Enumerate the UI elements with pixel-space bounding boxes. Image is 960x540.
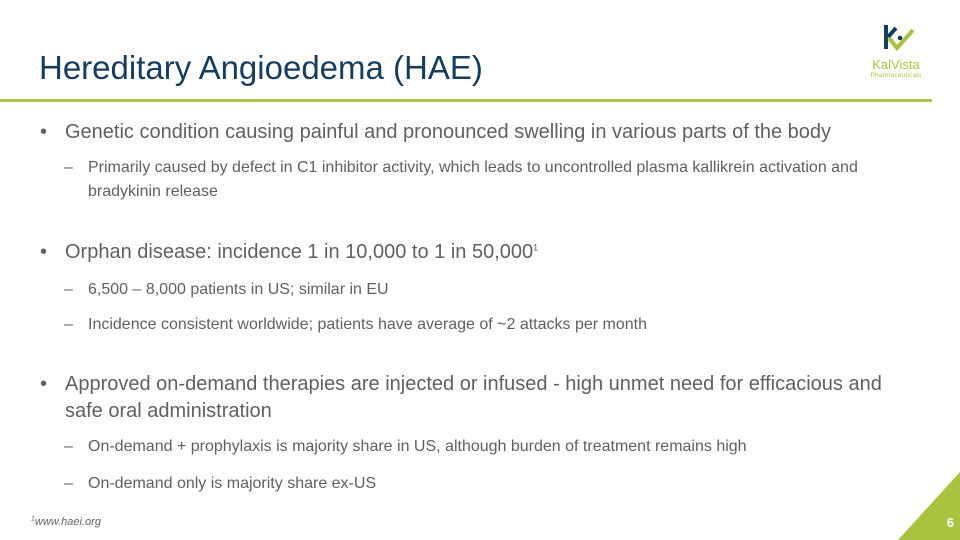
slide-title: Hereditary Angioedema (HAE) — [39, 49, 483, 86]
sub-bullet-text: On-demand + prophylaxis is majority share in US, although burden of treatment remains high — [88, 438, 747, 455]
footnote — [31, 515, 101, 529]
title-divider — [0, 99, 932, 102]
page-number: 6 — [946, 515, 954, 530]
bullet-text: Orphan disease: incidence 1 in 10,000 to 1 in 50,000 — [65, 241, 534, 263]
sub-bullet-marker: – — [64, 438, 73, 455]
bullet-marker: • — [40, 241, 48, 263]
logo-wordmark: KalVista — [872, 57, 920, 72]
kalvista-k-logo-icon — [881, 24, 915, 56]
sub-bullet-marker: – — [64, 159, 73, 176]
kalvista-logo — [862, 24, 930, 86]
footnote-reference: 1 — [533, 242, 539, 253]
sub-bullet-text: 6,500 – 8,000 patients in US; similar in EU — [88, 281, 389, 298]
bullet-text: Genetic condition causing painful and pronounced swelling in various parts of the body — [65, 121, 832, 143]
sub-bullet-text: On-demand only is majority share ex-US — [88, 475, 377, 492]
bullet-marker: • — [40, 121, 48, 143]
sub-bullet-marker: – — [64, 316, 73, 333]
footnote-marker: 1 — [31, 515, 35, 523]
bullet-text: Approved on-demand therapies are injected or infused - high unmet need for efficacious and safe oral administration — [65, 373, 882, 422]
sub-bullet-text: Primarily caused by defect in C1 inhibitor activity, which leads to uncontrolled plasma kallikrein activation and bradykinin release — [88, 159, 858, 200]
logo-tagline: Pharmaceuticals — [870, 72, 922, 79]
sub-bullet-marker: – — [64, 281, 73, 298]
sub-bullet-text: Incidence consistent worldwide; patients have average of ~2 attacks per month — [88, 316, 647, 333]
bullet-text-line — [65, 239, 905, 266]
bullet-marker: • — [40, 373, 48, 395]
footnote-text: www.haei.org — [34, 516, 101, 528]
sub-bullet-marker: – — [64, 475, 73, 492]
